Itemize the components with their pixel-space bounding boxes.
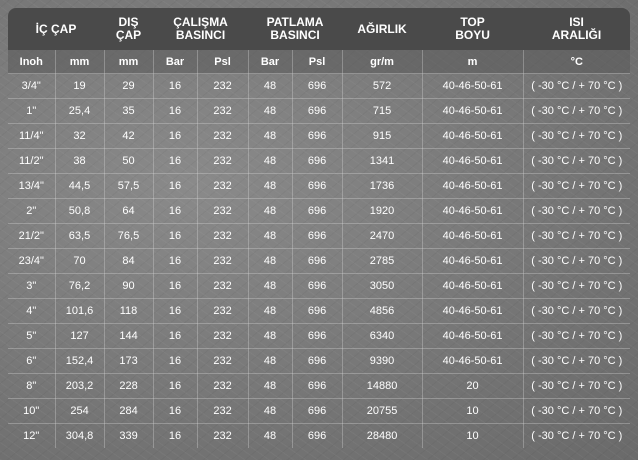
cell-temperature-range: ( -30 °C / + 70 °C ) <box>523 249 630 274</box>
cell-working-pressure-bar: 16 <box>153 149 197 174</box>
unit-cell: mm <box>55 50 104 74</box>
cell-roll-length: 40-46-50-61 <box>422 349 523 374</box>
header-roll-length: TOP BOYU <box>455 15 490 42</box>
header-inner-diameter: İÇ ÇAP <box>35 21 77 36</box>
cell-inch-size: 5" <box>8 324 55 349</box>
cell-weight: 9390 <box>342 349 422 374</box>
cell-working-pressure-bar: 16 <box>153 174 197 199</box>
cell-temperature-range: ( -30 °C / + 70 °C ) <box>523 149 630 174</box>
cell-burst-pressure-bar: 48 <box>248 324 292 349</box>
cell-roll-length: 40-46-50-61 <box>422 299 523 324</box>
cell-working-pressure-bar: 16 <box>153 274 197 299</box>
unit-cell: Psl <box>197 50 248 74</box>
cell-burst-pressure-bar: 48 <box>248 349 292 374</box>
cell-inner-diameter-mm: 63,5 <box>55 224 104 249</box>
cell-inch-size: 11/2" <box>8 149 55 174</box>
cell-inner-diameter-mm: 127 <box>55 324 104 349</box>
cell-inch-size: 4" <box>8 299 55 324</box>
unit-cell: mm <box>104 50 153 74</box>
cell-burst-pressure-psi: 696 <box>292 399 342 424</box>
table-row <box>8 324 630 349</box>
cell-burst-pressure-psi: 696 <box>292 199 342 224</box>
header-outer-diameter: DIŞ ÇAP <box>115 15 142 42</box>
unit-cell: Bar <box>248 50 292 74</box>
cell-roll-length: 40-46-50-61 <box>422 199 523 224</box>
cell-temperature-range: ( -30 °C / + 70 °C ) <box>523 349 630 374</box>
hose-spec-table <box>8 8 630 448</box>
table-row <box>8 374 630 399</box>
unit-cell: °C <box>523 50 630 74</box>
cell-weight: 1736 <box>342 174 422 199</box>
table-row <box>8 174 630 199</box>
cell-inch-size: 8" <box>8 374 55 399</box>
table-row <box>8 299 630 324</box>
cell-temperature-range: ( -30 °C / + 70 °C ) <box>523 224 630 249</box>
cell-roll-length: 40-46-50-61 <box>422 149 523 174</box>
table-row <box>8 249 630 274</box>
cell-inch-size: 2" <box>8 199 55 224</box>
cell-roll-length: 40-46-50-61 <box>422 124 523 149</box>
header-row <box>8 8 630 50</box>
unit-cell: Bar <box>153 50 197 74</box>
cell-weight: 715 <box>342 99 422 124</box>
cell-working-pressure-psi: 232 <box>197 249 248 274</box>
units-row <box>8 50 630 74</box>
unit-cell: Inoh <box>8 50 55 74</box>
cell-burst-pressure-psi: 696 <box>292 174 342 199</box>
cell-temperature-range: ( -30 °C / + 70 °C ) <box>523 124 630 149</box>
cell-burst-pressure-bar: 48 <box>248 424 292 449</box>
cell-burst-pressure-bar: 48 <box>248 249 292 274</box>
table-row <box>8 199 630 224</box>
cell-inner-diameter-mm: 101,6 <box>55 299 104 324</box>
cell-burst-pressure-psi: 696 <box>292 99 342 124</box>
cell-burst-pressure-psi: 696 <box>292 424 342 449</box>
cell-inner-diameter-mm: 254 <box>55 399 104 424</box>
cell-inner-diameter-mm: 70 <box>55 249 104 274</box>
cell-temperature-range: ( -30 °C / + 70 °C ) <box>523 199 630 224</box>
cell-burst-pressure-bar: 48 <box>248 374 292 399</box>
cell-inch-size: 23/4" <box>8 249 55 274</box>
cell-temperature-range: ( -30 °C / + 70 °C ) <box>523 374 630 399</box>
cell-working-pressure-bar: 16 <box>153 299 197 324</box>
cell-inner-diameter-mm: 32 <box>55 124 104 149</box>
cell-temperature-range: ( -30 °C / + 70 °C ) <box>523 324 630 349</box>
cell-working-pressure-bar: 16 <box>153 349 197 374</box>
cell-weight: 915 <box>342 124 422 149</box>
cell-working-pressure-psi: 232 <box>197 199 248 224</box>
spec-sheet <box>8 8 630 448</box>
cell-burst-pressure-psi: 696 <box>292 324 342 349</box>
cell-burst-pressure-bar: 48 <box>248 74 292 99</box>
cell-burst-pressure-psi: 696 <box>292 274 342 299</box>
table-row <box>8 99 630 124</box>
cell-working-pressure-psi: 232 <box>197 374 248 399</box>
unit-cell: Psl <box>292 50 342 74</box>
cell-outer-diameter-mm: 35 <box>104 99 153 124</box>
cell-weight: 2470 <box>342 224 422 249</box>
cell-weight: 6340 <box>342 324 422 349</box>
cell-working-pressure-psi: 232 <box>197 124 248 149</box>
cell-burst-pressure-bar: 48 <box>248 149 292 174</box>
cell-inch-size: 13/4" <box>8 174 55 199</box>
cell-inner-diameter-mm: 152,4 <box>55 349 104 374</box>
cell-working-pressure-bar: 16 <box>153 74 197 99</box>
cell-temperature-range: ( -30 °C / + 70 °C ) <box>523 174 630 199</box>
cell-working-pressure-psi: 232 <box>197 149 248 174</box>
cell-roll-length: 10 <box>422 424 523 449</box>
cell-weight: 1920 <box>342 199 422 224</box>
cell-roll-length: 40-46-50-61 <box>422 274 523 299</box>
table-row <box>8 424 630 449</box>
cell-outer-diameter-mm: 90 <box>104 274 153 299</box>
cell-burst-pressure-bar: 48 <box>248 274 292 299</box>
cell-burst-pressure-psi: 696 <box>292 224 342 249</box>
cell-inch-size: 6" <box>8 349 55 374</box>
header-burst-pressure: PATLAMA BASINCI <box>266 15 324 42</box>
cell-burst-pressure-psi: 696 <box>292 374 342 399</box>
header-temperature-range: ISI ARALIĞI <box>551 15 602 42</box>
cell-roll-length: 10 <box>422 399 523 424</box>
cell-working-pressure-psi: 232 <box>197 324 248 349</box>
cell-temperature-range: ( -30 °C / + 70 °C ) <box>523 99 630 124</box>
cell-inner-diameter-mm: 38 <box>55 149 104 174</box>
cell-working-pressure-bar: 16 <box>153 399 197 424</box>
cell-weight: 2785 <box>342 249 422 274</box>
cell-burst-pressure-psi: 696 <box>292 299 342 324</box>
cell-working-pressure-bar: 16 <box>153 99 197 124</box>
cell-working-pressure-bar: 16 <box>153 324 197 349</box>
cell-burst-pressure-bar: 48 <box>248 199 292 224</box>
cell-working-pressure-bar: 16 <box>153 199 197 224</box>
cell-roll-length: 40-46-50-61 <box>422 249 523 274</box>
table-row <box>8 224 630 249</box>
cell-working-pressure-bar: 16 <box>153 224 197 249</box>
cell-roll-length: 40-46-50-61 <box>422 224 523 249</box>
cell-outer-diameter-mm: 57,5 <box>104 174 153 199</box>
cell-working-pressure-psi: 232 <box>197 399 248 424</box>
cell-weight: 28480 <box>342 424 422 449</box>
cell-outer-diameter-mm: 29 <box>104 74 153 99</box>
cell-roll-length: 40-46-50-61 <box>422 174 523 199</box>
cell-outer-diameter-mm: 42 <box>104 124 153 149</box>
cell-burst-pressure-psi: 696 <box>292 74 342 99</box>
header-working-pressure: ÇALIŞMA BASINCI <box>173 15 228 42</box>
cell-outer-diameter-mm: 64 <box>104 199 153 224</box>
cell-inch-size: 1" <box>8 99 55 124</box>
cell-outer-diameter-mm: 76,5 <box>104 224 153 249</box>
cell-working-pressure-psi: 232 <box>197 74 248 99</box>
cell-roll-length: 40-46-50-61 <box>422 99 523 124</box>
cell-inch-size: 10" <box>8 399 55 424</box>
cell-roll-length: 40-46-50-61 <box>422 324 523 349</box>
table-row <box>8 74 630 99</box>
cell-inner-diameter-mm: 44,5 <box>55 174 104 199</box>
unit-cell: gr/m <box>342 50 422 74</box>
cell-burst-pressure-bar: 48 <box>248 399 292 424</box>
cell-working-pressure-psi: 232 <box>197 299 248 324</box>
cell-working-pressure-psi: 232 <box>197 424 248 449</box>
cell-temperature-range: ( -30 °C / + 70 °C ) <box>523 74 630 99</box>
cell-working-pressure-bar: 16 <box>153 124 197 149</box>
cell-temperature-range: ( -30 °C / + 70 °C ) <box>523 399 630 424</box>
cell-burst-pressure-psi: 696 <box>292 124 342 149</box>
cell-working-pressure-psi: 232 <box>197 349 248 374</box>
cell-burst-pressure-bar: 48 <box>248 299 292 324</box>
cell-weight: 1341 <box>342 149 422 174</box>
cell-burst-pressure-psi: 696 <box>292 149 342 174</box>
table-row <box>8 349 630 374</box>
cell-outer-diameter-mm: 284 <box>104 399 153 424</box>
cell-working-pressure-psi: 232 <box>197 274 248 299</box>
cell-inner-diameter-mm: 304,8 <box>55 424 104 449</box>
cell-burst-pressure-psi: 696 <box>292 249 342 274</box>
cell-temperature-range: ( -30 °C / + 70 °C ) <box>523 299 630 324</box>
cell-working-pressure-bar: 16 <box>153 249 197 274</box>
header-weight: AĞIRLIK <box>357 21 407 36</box>
cell-temperature-range: ( -30 °C / + 70 °C ) <box>531 430 623 442</box>
cell-temperature-range: ( -30 °C / + 70 °C ) <box>523 274 630 299</box>
table-row <box>8 274 630 299</box>
cell-outer-diameter-mm: 50 <box>104 149 153 174</box>
cell-working-pressure-psi: 232 <box>197 174 248 199</box>
cell-inch-size: 3/4" <box>8 74 55 99</box>
unit-cell: m <box>422 50 523 74</box>
cell-inch-size: 21/2" <box>8 224 55 249</box>
cell-working-pressure-psi: 232 <box>197 99 248 124</box>
cell-roll-length: 20 <box>422 374 523 399</box>
cell-outer-diameter-mm: 84 <box>104 249 153 274</box>
cell-working-pressure-bar: 16 <box>153 374 197 399</box>
cell-outer-diameter-mm: 173 <box>104 349 153 374</box>
table-row <box>8 124 630 149</box>
table-row <box>8 149 630 174</box>
cell-working-pressure-psi: 232 <box>197 224 248 249</box>
cell-outer-diameter-mm: 118 <box>104 299 153 324</box>
table-row <box>8 399 630 424</box>
cell-inner-diameter-mm: 50,8 <box>55 199 104 224</box>
cell-weight: 572 <box>342 74 422 99</box>
cell-outer-diameter-mm: 228 <box>104 374 153 399</box>
cell-inner-diameter-mm: 25,4 <box>55 99 104 124</box>
cell-outer-diameter-mm: 144 <box>104 324 153 349</box>
cell-weight: 4856 <box>342 299 422 324</box>
cell-working-pressure-bar: 16 <box>153 424 197 449</box>
cell-burst-pressure-psi: 696 <box>292 349 342 374</box>
cell-burst-pressure-bar: 48 <box>248 224 292 249</box>
cell-inner-diameter-mm: 76,2 <box>55 274 104 299</box>
cell-inch-size: 12" <box>8 424 55 449</box>
cell-inner-diameter-mm: 19 <box>55 74 104 99</box>
cell-roll-length: 40-46-50-61 <box>422 74 523 99</box>
cell-weight: 3050 <box>342 274 422 299</box>
cell-burst-pressure-bar: 48 <box>248 174 292 199</box>
cell-weight: 20755 <box>342 399 422 424</box>
cell-inch-size: 11/4" <box>8 124 55 149</box>
cell-outer-diameter-mm: 339 <box>104 424 153 449</box>
cell-burst-pressure-bar: 48 <box>248 99 292 124</box>
cell-inch-size: 3" <box>8 274 55 299</box>
cell-weight: 14880 <box>342 374 422 399</box>
cell-burst-pressure-bar: 48 <box>248 124 292 149</box>
cell-inner-diameter-mm: 203,2 <box>55 374 104 399</box>
